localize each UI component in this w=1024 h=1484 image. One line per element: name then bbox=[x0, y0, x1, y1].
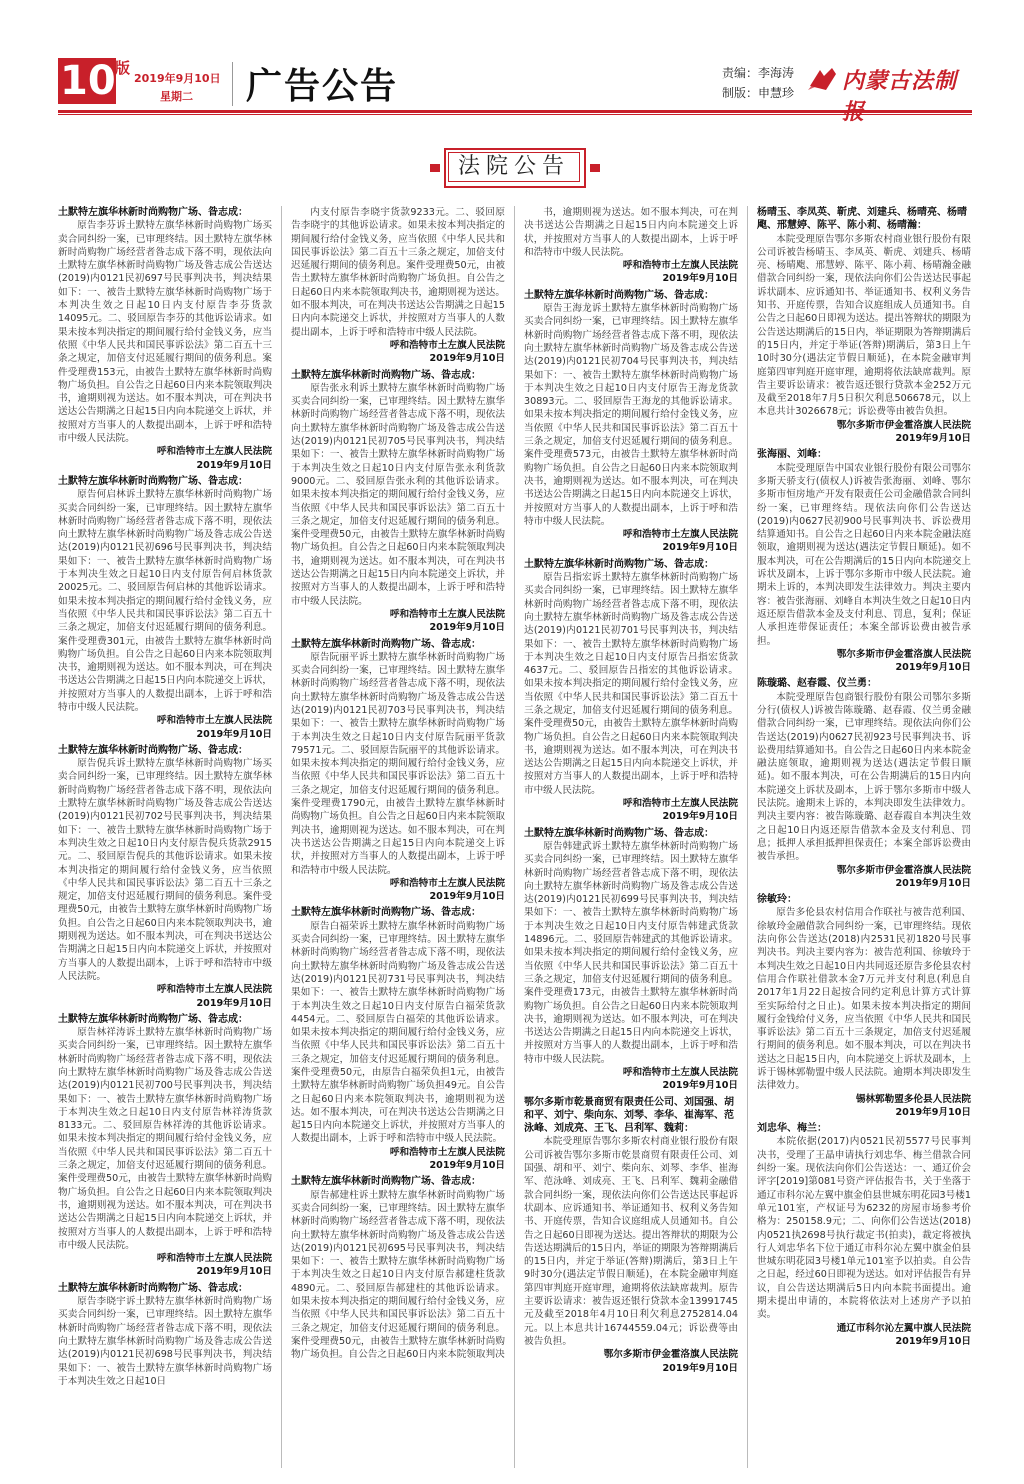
logo-emblem-icon bbox=[806, 64, 840, 94]
notice-court: 呼和浩特市土左旗人民法院 bbox=[389, 339, 505, 351]
notice-court: 通辽市科尔沁左翼中旗人民法院 bbox=[836, 1322, 971, 1334]
court-notice bbox=[757, 1122, 971, 1348]
notice-court: 呼和浩特市土左旗人民法院 bbox=[622, 529, 738, 541]
notice-addressee: 杨晴玉、李凤英、靳虎、刘建兵、杨晴亮、杨晴飑、邢慧婷、陈平、陈小莉、杨晴瀚： bbox=[757, 207, 967, 232]
court-notice bbox=[757, 893, 971, 1119]
notice-date: 2019年9月10日 bbox=[429, 1160, 505, 1172]
court-notice bbox=[58, 475, 272, 741]
notice-body: 原告多伦县农村信用合作联社与被告范利国、徐敏玲金融借款合同纠纷一案，已审理终结。现依法向你公告送达(2018)内2531民初1820号民事判决书。判决主要内容为：被告范利国、徐敏玲于本判决生效之日起10日内共同返还原告多伦县农村信用合作联社借款本金7万元并支付利息(利息自2017年1月22日起按合同约定利息计算方式计算至实际给付之日止)。如果未按本判决指定的期间履行金钱给付义务，应当依照《中华人民共和国民事诉讼法》第二百五十三条规定，加倍支付迟延履行期间的债务利息。如不服本判决，可以在判决书送达之日起15日内，向本院递交上诉状及副本，上诉于锡林郭勒盟中级人民法院。逾期本判决即发生法律效力。 bbox=[757, 907, 971, 1092]
notice-date: 2019年9月10日 bbox=[662, 1362, 738, 1374]
notice-court: 锡林郭勒盟多伦县人民法院 bbox=[855, 1093, 971, 1105]
notice-addressee: 土默特左旗华林新时尚购物广场、昝志成： bbox=[524, 289, 714, 301]
masthead-rule bbox=[58, 110, 972, 113]
notice-body: 原告王海龙诉土默特左旗华林新时尚购物广场买卖合同纠纷一案，已审理终结。因土默特左旗华林新时尚购物广场经营者昝志成下落不明，现依法向土默特左旗华林新时尚购物广场及昝志成公告送达(2019)内0121民初704号民事判决书，判决结果如下：一、被告土默特左旗华林新时尚购物广场于本判决生效之日起10日内支付原告王海龙货款30893元。二、驳回原告王海龙的其他诉讼请求。如果未按本判决指定的期间履行给付金钱义务，应当依照《中华人民共和国民事诉讼法》第二百五十三条之规定，加倍支付迟延履行期间的债务利息。案件受理费573元，由被告土默特左旗华林新时尚购物广场负担。自公告之日起60日内来本院领取判决书，逾期则视为送达。如不服本判决，可在判决书送达公告期满之日起15日内向本院递交上诉状，并按照对方当事人的人数提出副本，上诉于呼和浩特市中级人民法院。 bbox=[524, 303, 738, 527]
issue-date: 2019年9月10日 bbox=[134, 72, 221, 85]
court-notice bbox=[524, 1096, 738, 1375]
banner-ornament-right bbox=[590, 164, 600, 172]
notice-addressee: 土默特左旗华林新时尚购物广场、昝志成： bbox=[291, 638, 481, 650]
notice-body: 原告李晓宇诉土默特左旗华林新时尚购物广场买卖合同纠纷一案，已审理终结。因土默特左旗华林新时尚购物广场经营者昝志成下落不明，现依法向土默特左旗华林新时尚购物广场及昝志成公告送达(2019)内0121民初698号民事判决书，判决结果如下：一、被告土默特左旗华林新时尚购物广场于本判决生效之日起10日 bbox=[58, 1296, 272, 1387]
notice-body: 本院受理原告包商银行股份有限公司鄂尔多斯分行(债权人)诉被告陈璇璐、赵春霞、仪兰勇金融借款合同纠纷一案，已审理终结。现依法向你们公告送达(2019)内0627民初923号民事判决书、诉讼费用结算通知书。自公告之日起60日内来本院金融法庭领取，逾期则视为送达(遇法定节假日顺延)。如不服本判决，可在公告期满后的15日内向本院递交上诉状及副本，上诉于鄂尔多斯市中级人民法院。逾期未上诉的，本判决即发生法律效力。判决主要内容：被告陈璇璐、赵春霞自本判决生效之日起10日内返还原告借款本金及支付利息、罚息；抵押人承担抵押担保责任；本案全部诉讼费由被告承担。 bbox=[757, 691, 971, 863]
notice-date: 2019年9月10日 bbox=[196, 1266, 272, 1278]
court-notice bbox=[524, 558, 738, 824]
notice-court: 呼和浩特市土左旗人民法院 bbox=[156, 1253, 272, 1265]
notice-court: 呼和浩特市土左旗人民法院 bbox=[622, 798, 738, 810]
notice-addressee: 土默特左旗华林新时尚购物广场、昝志成： bbox=[291, 1176, 481, 1188]
notice-date: 2019年9月10日 bbox=[895, 1106, 971, 1118]
notice-addressee: 徐敏玲： bbox=[757, 894, 797, 906]
court-notice bbox=[58, 1282, 272, 1388]
notice-court: 呼和浩特市土左旗人民法院 bbox=[156, 984, 272, 996]
notice-date: 2019年9月10日 bbox=[662, 1080, 738, 1092]
notice-date: 2019年9月10日 bbox=[895, 662, 971, 674]
notice-addressee: 陈璇璐、赵春霞、仪兰勇： bbox=[757, 678, 877, 690]
notice-court: 呼和浩特市土左旗人民法院 bbox=[389, 608, 505, 620]
column-4 bbox=[757, 206, 971, 1468]
court-notice bbox=[58, 744, 272, 1010]
notice-date: 2019年9月10日 bbox=[196, 728, 272, 740]
notice-body: 书，逾期则视为送达。如不服本判决，可在判决书送达公告期满之日起15日内向本院递交上诉状，并按照对方当事人的人数提出副本，上诉于呼和浩特市中级人民法院。 bbox=[524, 207, 738, 258]
notice-date: 2019年9月10日 bbox=[895, 1335, 971, 1347]
editor-credit: 责编：李海涛 bbox=[722, 66, 795, 80]
notice-date: 2019年9月10日 bbox=[196, 997, 272, 1009]
masthead bbox=[0, 0, 1024, 125]
notice-body: 原告何启林诉土默特左旗华林新时尚购物广场买卖合同纠纷一案，已审理终结。因土默特左旗华林新时尚购物广场经营者昝志成下落不明，现依法向土默特左旗华林新时尚购物广场及昝志成公告送达(2019)内0121民初696号民事判决书，判决结果如下：一、被告土默特左旗华林新时尚购物广场于本判决生效之日起10日内支付原告何启林货款20025元。二、驳回原告何启林的其他诉讼请求。如果未按本判决指定的期间履行给付金钱义务，应当依照《中华人民共和国民事诉讼法》第二百五十三条之规定，加倍支付迟延履行期间的债务利息。案件受理费301元，由被告土默特左旗华林新时尚购物广场负担。自公告之日起60日内来本院领取判决书，逾期则视为送达。如不服本判决，可在判决书送达公告期满之日起15日内向本院递交上诉状，并按照对方当事人的人数提出副本，上诉于呼和浩特市中级人民法院。 bbox=[58, 489, 272, 713]
notice-body: 原告韩建武诉土默特左旗华林新时尚购物广场买卖合同纠纷一案，已审理终结。因土默特左旗华林新时尚购物广场经营者昝志成下落不明，现依法向土默特左旗华林新时尚购物广场及昝志成公告送达(2019)内0121民初699号民事判决书，判决结果如下：一、被告土默特左旗华林新时尚购物广场于本判决生效之日起10日内支付原告韩建武货款14896元。二、驳回原告韩建武的其他诉讼请求。如果未按本判决指定的期间履行给付金钱义务，应当依照《中华人民共和国民事诉讼法》第二百五十三条之规定，加倍支付迟延履行期间的债务利息。案件受理费173元，由被告土默特左旗华林新时尚购物广场负担。自公告之日起60日内来本院领取判决书，逾期则视为送达。如不服本判决，可在判决书送达公告期满之日起15日内向本院递交上诉状，并按照对方当事人的人数提出副本，上诉于呼和浩特市中级人民法院。 bbox=[524, 840, 738, 1065]
notice-body: 原告林祥涛诉土默特左旗华林新时尚购物广场买卖合同纠纷一案，已审理终结。因土默特左旗华林新时尚购物广场经营者昝志成下落不明，现依法向土默特左旗华林新时尚购物广场及昝志成公告送达(2019)内0121民初700号民事判决书，判决结果如下：一、被告土默特左旗华林新时尚购物广场于本判决生效之日起10日内支付原告林祥涛货款8133元。二、驳回原告林祥涛的其他诉讼请求。如果未按本判决指定的期间履行给付金钱义务，应当依照《中华人民共和国民事诉讼法》第二百五十三条之规定，加倍支付迟延履行期间的债务利息。案件受理费50元，由被告土默特左旗华林新时尚购物广场负担。自公告之日起60日内来本院领取判决书，逾期则视为送达。如不服本判决，可在判决书送达公告期满之日起15日内向本院递交上诉状，并按照对方当事人的人数提出副本，上诉于呼和浩特市中级人民法院。 bbox=[58, 1027, 272, 1251]
notice-body: 本院受理原告鄂尔多斯农村商业银行股份有限公司诉被告鄂尔多斯市乾景商贸有限责任公司、刘国强、胡和平、刘宁、柴向东、刘琴、李华、崔海军、范泳峰、刘成亮、王飞、吕利军、魏莉金融借款合同纠纷一案，现依法向你们公告送达民事起诉状副本、应诉通知书、举证通知书、权利义务告知书、开庭传票，告知合议庭组成人员通知书。自公告之日起60日即视为送达。提出答辩状的期限为公告送达期满后的15日内，举证的期限为答辩期满后的15日内，并定于举证(答辩)期满后，第3日上午9时30分(遇法定节假日顺延)，在本院金融审判庭第四审判庭开庭审理，逾期将依法缺席裁判。原告主要诉讼请求：被告返还银行贷款本金13991745元及截至2018年4月10日利欠利息2752814.04元。以上本息共计16744559.04元；诉讼费等由被告负担。 bbox=[524, 1136, 738, 1347]
notice-date: 2019年9月10日 bbox=[662, 542, 738, 554]
notice-body: 原告白福荣诉土默特左旗华林新时尚购物广场买卖合同纠纷一案，已审理终结。因土默特左旗华林新时尚购物广场经营者昝志成下落不明，现依法向土默特左旗华林新时尚购物广场及昝志成公告送达(2019)内0121民初731号民事判决书，判决结果如下：一、被告土默特左旗华林新时尚购物广场于本判决生效之日起10日内支付原告白福荣货款4454元。二、驳回原告白福荣的其他诉讼请求。如果未按本判决指定的期间履行给付金钱义务，应当依照《中华人民共和国民事诉讼法》第二百五十三条之规定，加倍支付迟延履行期间的债务利息。案件受理费50元，由原告白福荣负担1元，由被告土默特左旗华林新时尚购物广场负担49元。自公告之日起60日内来本院领取判决书，逾期则视为送达。如不服本判决，可在判决书送达公告期满之日起15日内向本院递交上诉状，并按照对方当事人的人数提出副本，上诉于呼和浩特市中级人民法院。 bbox=[291, 920, 505, 1145]
notice-addressee: 土默特左旗华林新时尚购物广场、昝志成： bbox=[58, 475, 248, 487]
notice-body: 原告郝建柱诉土默特左旗华林新时尚购物广场买卖合同纠纷一案，已审理终结。因土默特左旗华林新时尚购物广场经营者昝志成下落不明，现依法向土默特左旗华林新时尚购物广场及昝志成公告送达(2019)内0121民初695号民事判决书，判决结果如下：一、被告土默特左旗华林新时尚购物广场于本判决生效之日起10日内支付原告郝建柱货款4890元。二、驳回原告郝建柱的其他诉讼请求。如果未按本判决指定的期间履行给付金钱义务，应当依照《中华人民共和国民事诉讼法》第二百五十三条之规定，加倍支付迟延履行期间的债务利息。案件受理费50元，由被告土默特左旗华林新时尚购物广场负担。自公告之日起60日内来本院领取判决 bbox=[291, 1189, 505, 1361]
notice-court: 呼和浩特市土左旗人民法院 bbox=[389, 1146, 505, 1158]
logo-text: 内蒙古法制报 bbox=[842, 68, 958, 125]
court-notice bbox=[524, 206, 738, 286]
notice-date: 2019年9月10日 bbox=[429, 353, 505, 365]
notice-body: 原告倪兵诉土默特左旗华林新时尚购物广场买卖合同纠纷一案，已审理终结。因土默特左旗华林新时尚购物广场经营者昝志成下落不明，现依法向土默特左旗华林新时尚购物广场及昝志成公告送达(2019)内0121民初702号民事判决书，判决结果如下：一、被告土默特左旗华林新时尚购物广场于本判决生效之日起10日内支付原告倪兵货款2915元。二、驳回原告倪兵的其他诉讼请求。如果未按本判决指定的期间履行给付金钱义务，应当依照《中华人民共和国民事诉讼法》第二百五十三条之规定，加倍支付迟延履行期间的债务利息。案件受理费50元，由被告土默特左旗华林新时尚购物广场负担。自公告之日起60日内来本院领取判决书，逾期则视为送达。如不服本判决，可在判决书送达公告期满之日起15日内向本院递交上诉状，并按照对方当事人的人数提出副本，上诉于呼和浩特市中级人民法院。 bbox=[58, 758, 272, 982]
court-notice bbox=[757, 448, 971, 674]
court-notice bbox=[291, 906, 505, 1172]
court-notice bbox=[291, 638, 505, 904]
notice-date: 2019年9月10日 bbox=[662, 273, 738, 285]
notice-court: 呼和浩特市土左旗人民法院 bbox=[622, 260, 738, 272]
notice-body: 内支付原告李晓宇货款9233元。二、驳回原告李晓宇的其他诉讼请求。如果未按本判决指定的期间履行给付金钱义务，应当依照《中华人民共和国民事诉讼法》第二百五十三条之规定，加倍支付迟延履行期间的债务利息。案件受理费50元，由被告土默特左旗华林新时尚购物广场负担。自公告之日起60日内来本院领取判决书，逾期则视为送达。如不服本判决，可在判决书送达公告期满之日起15日内向本院递交上诉状，并按照对方当事人的人数提出副本，上诉于呼和浩特市中级人民法院。 bbox=[291, 207, 505, 338]
notice-court: 鄂尔多斯市伊金霍洛旗人民法院 bbox=[836, 648, 971, 660]
court-notice bbox=[524, 827, 738, 1093]
court-notice bbox=[291, 206, 505, 366]
notice-body: 原告李芬诉土默特左旗华林新时尚购物广场买卖合同纠纷一案，已审理终结。因土默特左旗华林新时尚购物广场经营者昝志成下落不明，现依法向土默特左旗华林新时尚购物广场及昝志成公告送达(2019)内0121民初697号民事判决书，判决结果如下：一、被告土默特左旗华林新时尚购物广场于本判决生效之日起10日内支付原告李芬货款14095元。二、驳回原告李芬的其他诉讼请求。如果未按本判决指定的期间履行给付金钱义务，应当依照《中华人民共和国民事诉讼法》第二百五十三条之规定，加倍支付迟延履行期间的债务利息。案件受理费153元，由被告土默特左旗华林新时尚购物广场负担。自公告之日起60日内来本院领取判决书，逾期则视为送达。如不服本判决，可在判决书送达公告期满之日起15日内向本院递交上诉状，并按照对方当事人的人数提出副本，上诉于呼和浩特市中级人民法院。 bbox=[58, 220, 272, 445]
banner-ornament-left bbox=[430, 164, 440, 172]
notice-body: 本院受理原告鄂尔多斯农村商业银行股份有限公司诉被告杨晴玉、李凤英、靳虎、刘建兵、杨晴亮、杨晴飑、邢慧婷、陈平、陈小莉、杨晴瀚金融借款合同纠纷一案，现依法向你们公告送达民事起诉状副本、应诉通知书、举证通知书、权利义务告知书、开庭传票，告知合议庭组成人员通知书。自公告之日起60日即视为送达。提出答辩状的期限为公告送达期满后的15日内，举证期限为答辩期满后的15日内，并定于举证(答辩)期满后，第3日上午10时30分(遇法定节假日顺延)，在本院金融审判庭第四审判庭开庭审理，逾期将依法缺席裁判。原告主要诉讼请求：被告返还银行贷款本金252万元及截至2018年7月5日积欠利息506678元，以上本息共计3026678元；诉讼费等由被告负担。 bbox=[757, 233, 971, 418]
notice-date: 2019年9月10日 bbox=[895, 877, 971, 889]
notice-addressee: 刘忠华、梅兰： bbox=[757, 1123, 827, 1135]
notice-date: 2019年9月10日 bbox=[196, 459, 272, 471]
notice-columns bbox=[58, 206, 976, 1468]
section-title: 广告公告 bbox=[246, 66, 399, 107]
notice-court: 呼和浩特市土左旗人民法院 bbox=[389, 877, 505, 889]
notice-date: 2019年9月10日 bbox=[895, 433, 971, 445]
page-number-value: 10 bbox=[60, 58, 116, 104]
court-notice bbox=[291, 369, 505, 635]
notice-body: 原告张永利诉土默特左旗华林新时尚购物广场买卖合同纠纷一案，已审理终结。因土默特左旗华林新时尚购物广场经营者昝志成下落不明，现依法向土默特左旗华林新时尚购物广场及昝志成公告送达(2019)内0121民初705号民事判决书，判决结果如下：一、被告土默特左旗华林新时尚购物广场于本判决生效之日起10日内支付原告张永利货款9000元。二、驳回原告张永利的其他诉讼请求。如果未按本判决指定的期间履行给付金钱义务，应当依照《中华人民共和国民事诉讼法》第二百五十三条之规定，加倍支付迟延履行期间的债务利息。案件受理费50元，由被告土默特左旗华林新时尚购物广场负担。自公告之日起60日内来本院领取判决书，逾期则视为送达。如不服本判决，可在判决书送达公告期满之日起15日内向本院递交上诉状，并按照对方当事人的人数提出副本，上诉于呼和浩特市中级人民法院。 bbox=[291, 382, 505, 607]
masthead-rule-thin bbox=[58, 114, 972, 115]
issue-weekday: 星期二 bbox=[160, 90, 193, 103]
banner-title: 法院公告 bbox=[448, 152, 580, 182]
notice-date: 2019年9月10日 bbox=[429, 891, 505, 903]
notice-court: 鄂尔多斯市伊金霍洛旗人民法院 bbox=[836, 864, 971, 876]
notice-body: 原告阮丽平诉土默特左旗华林新时尚购物广场买卖合同纠纷一案，已审理终结。因土默特左旗华林新时尚购物广场经营者昝志成下落不明，现依法向土默特左旗华林新时尚购物广场及昝志成公告送达(2019)内0121民初703号民事判决书，判决结果如下：一、被告土默特左旗华林新时尚购物广场于本判决生效之日起10日内支付原告阮丽平货款79571元。二、驳回原告阮丽平的其他诉讼请求。如果未按本判决指定的期间履行给付金钱义务，应当依照《中华人民共和国民事诉讼法》第二百五十三条之规定，加倍支付迟延履行期间的债务利息。案件受理费1790元，由被告土默特左旗华林新时尚购物广场负担。自公告之日起60日内来本院领取判决书，逾期则视为送达。如不服本判决，可在判决书送达公告期满之日起15日内向本院递交上诉状，并按照对方当事人的人数提出副本，上诉于呼和浩特市中级人民法院。 bbox=[291, 651, 505, 876]
page-ban-label: 版 bbox=[113, 60, 131, 75]
notice-body: 本院受理原告中国农业银行股份有限公司鄂尔多斯天骄支行(债权人)诉被告张海丽、刘峰、鄂尔多斯市恒房地产开发有限责任公司金融借款合同纠纷一案，已审理终结。现依法向你们公告送达(2019)内0627民初900号民事判决书、诉讼费用结算通知书。自公告之日起60日内来本院金融法庭领取，逾期则视为送达(遇法定节假日顺延)。如不服本判决，可在公告期满后的15日内向本院递交上诉状及副本，上诉于鄂尔多斯市中级人民法院。逾期未上诉的，本判决即发生法律效力。判决主要内容：被告张海丽、刘峰自本判决生效之日起10日内返还原告借款本金及支付利息、罚息，复利；保证人承担连带保证责任；本案全部诉讼费由被告承担。 bbox=[757, 462, 971, 647]
court-notice bbox=[58, 1013, 272, 1279]
notice-addressee: 土默特左旗华林新时尚购物广场、昝志成： bbox=[524, 827, 714, 839]
court-notice-banner bbox=[444, 148, 586, 188]
court-notice bbox=[58, 206, 272, 472]
court-notice bbox=[757, 206, 971, 445]
court-notice bbox=[757, 677, 971, 890]
notice-date: 2019年9月10日 bbox=[429, 622, 505, 634]
column-divider bbox=[281, 206, 282, 1468]
court-notice bbox=[291, 1175, 505, 1361]
column-1 bbox=[58, 206, 272, 1468]
notice-addressee: 土默特左旗华林新时尚购物广场、昝志成： bbox=[58, 1282, 248, 1294]
court-notice bbox=[524, 289, 738, 555]
newspaper-logo bbox=[806, 62, 976, 125]
column-divider bbox=[747, 206, 748, 1468]
notice-court: 呼和浩特市土左旗人民法院 bbox=[622, 1067, 738, 1078]
notice-addressee: 土默特左旗华林新时尚购物广场、昝志成： bbox=[524, 558, 714, 570]
notice-addressee: 土默特左旗华林新时尚购物广场、昝志成： bbox=[291, 907, 481, 919]
column-2 bbox=[291, 206, 505, 1468]
notice-date: 2019年9月10日 bbox=[662, 811, 738, 823]
notice-court: 呼和浩特市土左旗人民法院 bbox=[156, 446, 272, 458]
notice-addressee: 鄂尔多斯市乾景商贸有限责任公司、刘国强、胡和平、刘宁、柴向东、刘琴、李华、崔海军、范泳峰、刘成亮、王飞、吕利军、魏莉： bbox=[524, 1096, 734, 1135]
notice-court: 呼和浩特市土左旗人民法院 bbox=[156, 715, 272, 727]
notice-body: 本院依据(2017)内0521民初5577号民事判决书，受理了王晶申请执行刘忠华、梅兰借款合同纠纷一案。现依法向你们公告送达：一、通辽价会评字[2019]第081号资产评估报告书，关于坐落于通辽市科尔沁左翼中旗金伯县世城东明花园3号楼1单元101室，产权证号为6232的房屋市场参考价格为：250158.9元；二、向你们公告送达(2018)内0521执2698号执行裁定书(拍卖)，裁定将被执行人刘忠华名下位于通辽市科尔沁左翼中旗金伯县世城东明花园3号楼1单元101室予以拍卖。自公告之日起，经过60日即视为送达。如对评估报告有异议，自公告送达期满后5日内向本院书面提出。逾期未提出申请的，本院将依法对上述房产予以拍卖。 bbox=[757, 1136, 971, 1321]
notice-addressee: 土默特左旗华林新时尚购物广场、昝志成： bbox=[58, 1013, 248, 1025]
page-number bbox=[58, 58, 131, 104]
producer-credit: 制版：申慧珍 bbox=[722, 86, 795, 100]
notice-court: 鄂尔多斯市伊金霍洛旗人民法院 bbox=[836, 419, 971, 431]
notice-body: 原告吕指宏诉土默特左旗华林新时尚购物广场买卖合同纠纷一案，已审理终结。因土默特左旗华林新时尚购物广场经营者昝志成下落不明，现依法向土默特左旗华林新时尚购物广场及昝志成公告送达(2019)内0121民初701号民事判决书，判决结果如下：一、被告土默特左旗华林新时尚购物广场于本判决生效之日起10日内支付原告吕指宏货款4637元。二、驳回原告吕指宏的其他诉讼请求。如果未按本判决指定的期间履行给付金钱义务，应当依照《中华人民共和国民事诉讼法》第二百五十三条之规定，加倍支付迟延履行期间的债务利息。案件受理费50元，由被告土默特左旗华林新时尚购物广场负担。自公告之日起60日内来本院领取判决书，逾期则视为送达。如不服本判决，可在判决书送达公告期满之日起15日内向本院递交上诉状，并按照对方当事人的人数提出副本，上诉于呼和浩特市中级人民法院。 bbox=[524, 572, 738, 796]
notice-addressee: 张海丽、刘峰： bbox=[757, 449, 827, 461]
notice-court: 鄂尔多斯市伊金霍洛旗人民法院 bbox=[603, 1349, 738, 1361]
notice-addressee: 土默特左旗华林新时尚购物广场、昝志成： bbox=[291, 369, 481, 381]
notice-addressee: 土默特左旗华林新时尚购物广场、昝志成： bbox=[58, 744, 248, 756]
column-divider bbox=[514, 206, 515, 1468]
notice-addressee: 土默特左旗华林新时尚购物广场、昝志成： bbox=[58, 207, 248, 218]
masthead-divider bbox=[232, 62, 233, 106]
column-3 bbox=[524, 206, 738, 1468]
